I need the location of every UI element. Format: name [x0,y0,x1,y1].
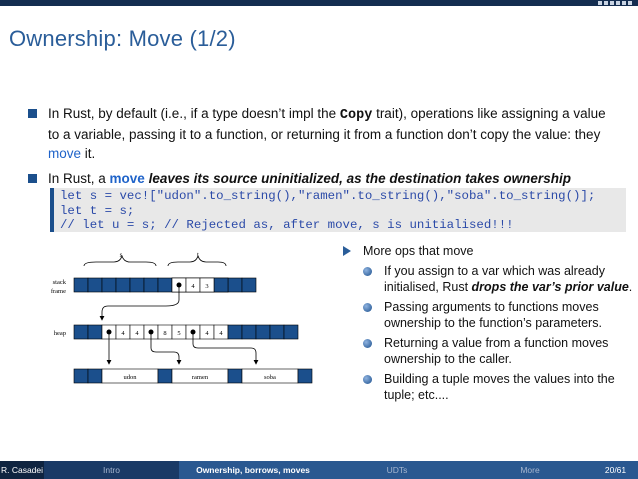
heap-pointer-dot-2 [149,330,154,335]
footer-navigation [0,461,638,479]
copy-trait-code: Copy [339,108,373,123]
more-moves-heading [343,243,633,259]
string-ramen: ramen [191,374,209,381]
footer-section-intro[interactable]: Intro [44,461,179,479]
code-line: let s = vec!["udon".to_string(),"ramen".to_string(),"soba".to_string()]; [60,189,596,203]
more-moves-heading-text: More ops that move [363,244,474,258]
move-highlight: move [109,171,145,186]
bullet-move-uninitialized [28,169,618,188]
ownership-diagram [46,248,326,398]
string-udon: udon [123,374,137,381]
more-moves-list [343,243,633,407]
footer-author: R. Casadei [0,461,44,479]
progress-dot[interactable] [628,1,632,5]
footer-section-more[interactable]: More [467,461,593,479]
list-item [363,335,633,367]
stack-cap: 3 [205,283,209,290]
circle-bullet-icon [363,267,372,276]
heap-label: heap [53,330,66,337]
code-line: // let u = s; // Rejected as, after move, s is unitialised!!! [60,218,514,232]
bullet-emphasis: leaves its source uninitialized, as the destination takes ownership [144,171,571,186]
stack-pointer-dot [177,283,182,288]
list-item-emphasis: drops the var’s prior value [471,280,629,294]
heap-cell: 8 [163,330,167,337]
square-bullet-icon [28,109,37,118]
heap-pointer-dot-1 [107,330,112,335]
memory-diagram-svg [46,248,326,398]
slide-title: Ownership: Move (1/2) [9,26,236,51]
bullet-text: In Rust, by default (i.e., if a type doesn’t impl the [48,106,340,121]
bullet-move-default [28,104,618,163]
circle-bullet-icon [363,303,372,312]
heap-cell: 4 [205,330,209,337]
frame-label: frame [50,288,66,295]
heap-cell: 4 [135,330,139,337]
footer-section-ownership[interactable]: Ownership, borrows, moves [179,461,327,479]
stack-label: stack [52,279,66,286]
circle-bullet-icon [363,375,372,384]
progress-dot[interactable] [616,1,620,5]
triangle-bullet-icon [343,246,351,256]
list-item-text: . [628,280,633,294]
list-item [363,263,633,295]
main-bullet-list [28,104,618,194]
progress-dot[interactable] [622,1,626,5]
circle-bullet-icon [363,339,372,348]
bullet-text: it. [81,146,96,161]
list-item-text: Building a tuple moves the values into the tuple; etc.... [384,372,615,402]
list-item-text: If you assign to a var which was already initialised, Rust [384,264,605,294]
progress-dot[interactable] [598,1,602,5]
heap-cell: 5 [177,330,181,337]
slide-progress-dots[interactable] [598,1,632,5]
string-soba: soba [264,374,276,381]
stack-row [74,278,256,292]
label-s: s [119,251,123,259]
list-item-text: Passing arguments to functions moves ownership to the function’s parameters. [384,300,602,330]
label-t: t [197,251,199,259]
heap-cell: 4 [121,330,125,337]
more-moves-items [343,263,633,403]
progress-dot[interactable] [610,1,614,5]
move-highlight: move [48,146,82,161]
top-navigation-bar [0,0,638,6]
code-block [50,188,626,232]
heap-pointer-dot-3 [191,330,196,335]
list-item [363,299,633,331]
list-item-text: Returning a value from a function moves ownership to the caller. [384,336,609,366]
square-bullet-icon [28,174,37,183]
progress-dot[interactable] [604,1,608,5]
heap-cell: 4 [219,330,223,337]
list-item [363,371,633,403]
bullet-text: trait), operations like assigning a value to a variable, passing it to a function, or returning it from a function don’t copy the value: they [48,106,606,142]
code-line: let t = s; [60,203,135,218]
footer-page-number: 20/61 [593,461,638,479]
bullet-text: In Rust, a [48,171,110,186]
stack-len: 4 [191,283,195,290]
footer-section-udts[interactable]: UDTs [327,461,467,479]
